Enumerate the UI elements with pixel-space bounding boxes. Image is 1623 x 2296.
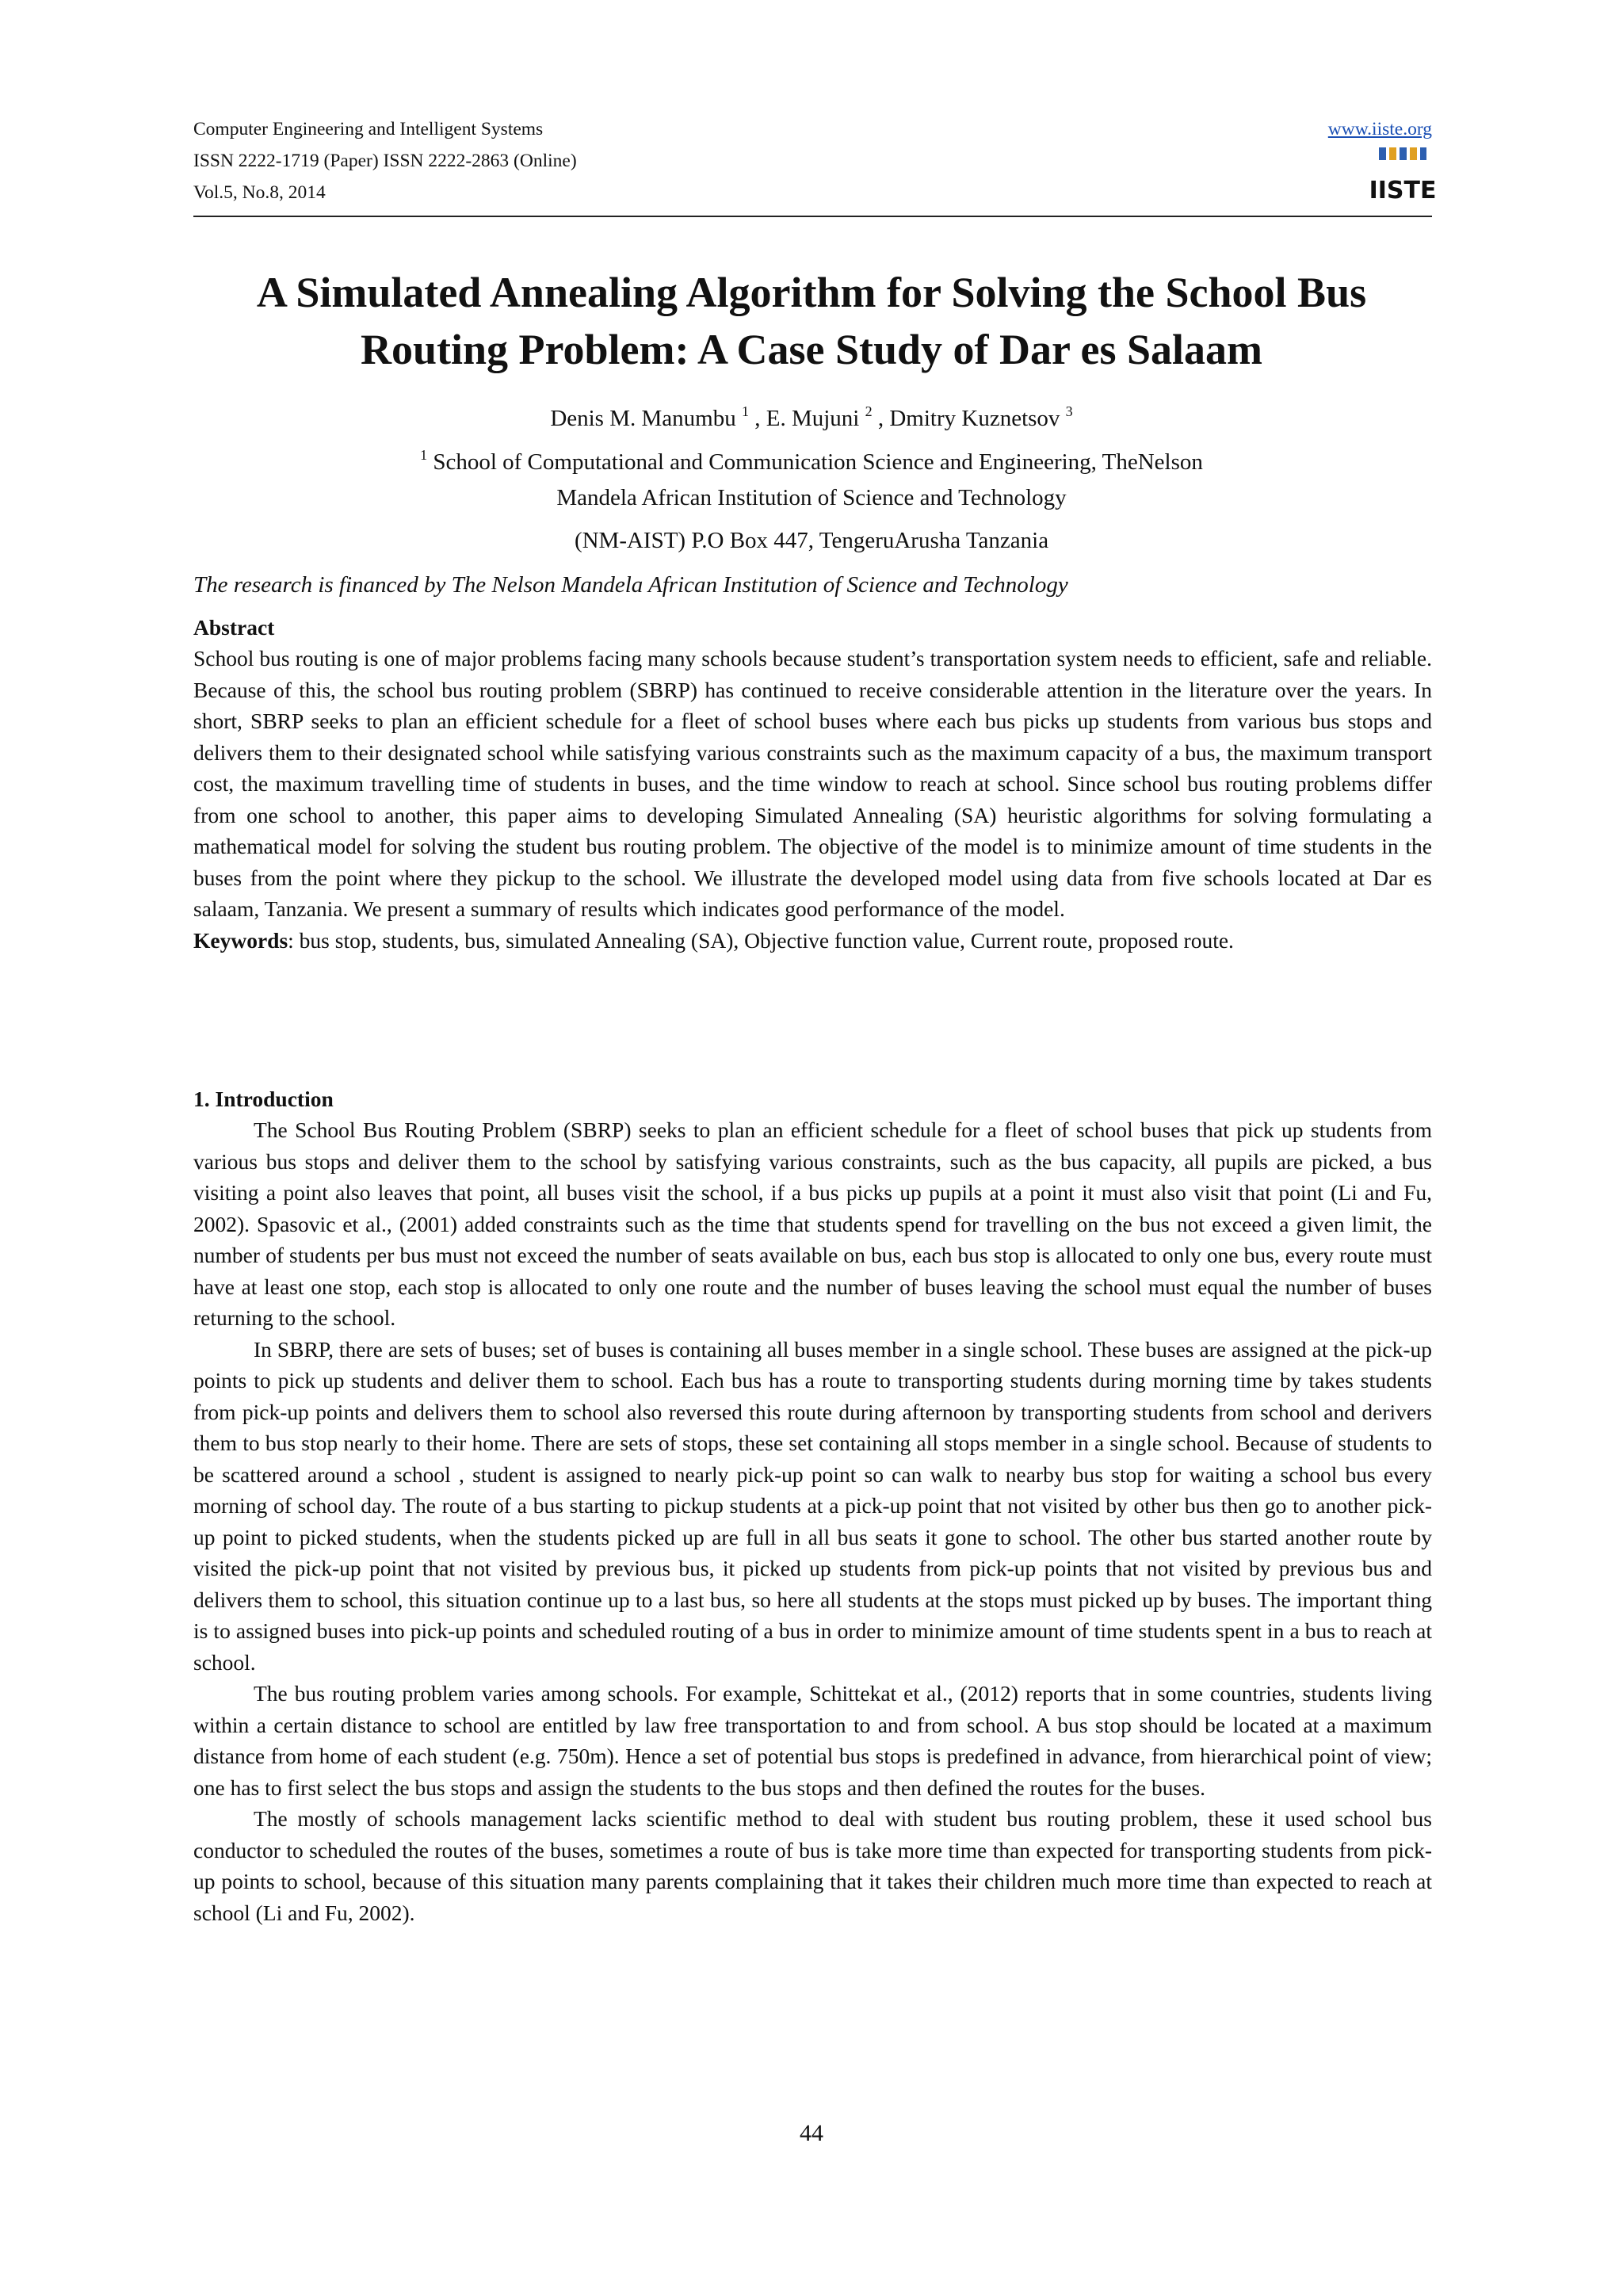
author-2-mark: 2 [865,403,873,419]
author-2: , E. Mujuni [748,406,860,431]
issn-line: ISSN 2222-1719 (Paper) ISSN 2222-2863 (Online) [193,151,577,171]
author-3-mark: 3 [1065,403,1073,419]
keywords-label: Keywords [193,927,288,953]
abstract-body [193,643,1432,956]
intro-paragraph-3: The bus routing problem varies among schools. For example, Schittekat et al., (2012) reports that in some countries, students living within a certain distance to school are entitled by law free transportation to and from school. A bus stop should be located at a maximum distance from home of each student (e.g. 750m). Hence a set of potential bus stops is predefined in advance, from hierarchical point of view; one has to first select the bus stops and assign the students to the bus stops and then defined the routes for the buses. [193,1681,1432,1800]
header-rule [193,216,1432,217]
author-1: Denis M. Manumbu [550,406,736,431]
author-3: , Dmitry Kuznetsov [872,406,1060,431]
affiliation-mark: 1 [420,447,428,463]
keywords-text: : bus stop, students, bus, simulated Annealing (SA), Objective function value, Current route, proposed route. [288,927,1234,953]
introduction-body [193,1114,1432,1928]
author-1-mark: 1 [741,403,749,419]
iiste-logo [1369,147,1437,204]
affiliation-line-1: $^1$ School of Computational and Communication Science and Engineering, TheNelson [420,447,1203,475]
journal-name: Computer Engineering and Intelligent Systems [193,119,544,139]
intro-paragraph-2: In SBRP, there are sets of buses; set of buses is containing all buses member in a single school. These buses are assigned at the pick-up points to pick up students and deliver them to school. Each bus has a route to transporting students during morning time by takes students from pick-up points and delivers them to school also reversed this route during afternoon by transporting students from school and derivers them to bus stop nearly to their home. There are sets of stops, these set containing all stops member in a single school. Because of students to be scattered around a school , student is assigned to nearly pick-up point so can walk to nearby bus stop for waiting a school bus every morning of school day. The route of a bus starting to pickup students at a pick-up point that not visited by other bus then go to another pick-up point to picked students, when the students picked up are full in all bus seats it gone to school. The other bus started another route by visited the pick-up point that not visited by previous bus, it picked up students from pick-up points that not visited by previous bus and delivers them to school, this situation continue up to a last bus, so here all students at the stops must picked up by buses. The important thing is to assigned buses into pick-up points and scheduled routing of a bus in order to minimize amount of time students spent in a bus to reach at school. [193,1336,1432,1675]
logo-wordmark: IISTE [1369,177,1437,204]
title-line-2: Routing Problem: A Case Study of Dar es Salaam [360,326,1263,373]
paper-title [158,264,1465,378]
journal-header [193,113,577,208]
author-list [0,401,1623,438]
funding-note: The research is financed by The Nelson Mandela African Institution of Science and Technology [193,572,1068,598]
page-number: 44 [800,2120,823,2146]
affiliation-line-3: (NM-AIST) P.O Box 447, TengeruArusha Tanzania [574,528,1049,553]
introduction-heading: 1. Introduction [193,1087,334,1111]
abstract-text: School bus routing is one of major problems facing many schools because student’s transportation system needs to efficient, safe and reliable. Because of this, the school bus routing problem (SBRP) has continued to receive considerable attention in the literature over the years. In short, SBRP seeks to plan an efficient schedule for a fleet of school buses where each bus picks up students from various bus stops and delivers them to their designated school while satisfying various constraints such as the maximum capacity of a bus, the maximum transport cost, the maximum travelling time of students in buses, and the time window to reach at school. Since school bus routing problems differ from one school to another, this paper aims to developing Simulated Annealing (SA) heuristic algorithms for solving formulating a mathematical model for solving the student bus routing problem. The objective of the model is to minimize amount of time students in the buses from the point where they pickup to the school. We illustrate the developed model using data from five schools located at Dar es salaam, Tanzania. We present a summary of results which indicates good performance of the model. [193,646,1432,921]
volume-line: Vol.5, No.8, 2014 [193,182,326,203]
keywords-line [193,925,1432,957]
journal-url-link[interactable]: www.iiste.org [1327,119,1432,139]
intro-paragraph-1: The School Bus Routing Problem (SBRP) seeks to plan an efficient schedule for a fleet of school buses that pick up students from various bus stops and deliver them to the school by satisfying various constraints, such as the bus capacity, all pupils are picked, a bus visiting a point also leaves that point, all buses visit the school, if a bus picks up pupils at a point it must also visit that point (Li and Fu, 2002). Spasovic et al., (2001) added constraints such as the time that students spend for travelling on the bus not exceed a given limit, the number of students per bus must not exceed the number of seats available on bus, each bus stop is allocated to only one bus, every route must have at least one stop, each stop is allocated to only one route and the number of buses leaving the school must equal the number of buses returning to the school. [193,1117,1432,1330]
affiliation [238,445,1385,557]
title-line-1: A Simulated Annealing Algorithm for Solving the School Bus [256,269,1367,316]
abstract-heading: Abstract [193,615,275,640]
affiliation-line-2: Mandela African Institution of Science and Technology [556,485,1067,510]
intro-paragraph-4: The mostly of schools management lacks scientific method to deal with student bus routing problem, these it used school bus conductor to scheduled the routes of the buses, sometimes a route of bus is take more time than expected for transporting students from pick-up points to school, because of this situation many parents complaining that it takes their children much more time than expected to reach at school (Li and Fu, 2002). [193,1806,1432,1925]
